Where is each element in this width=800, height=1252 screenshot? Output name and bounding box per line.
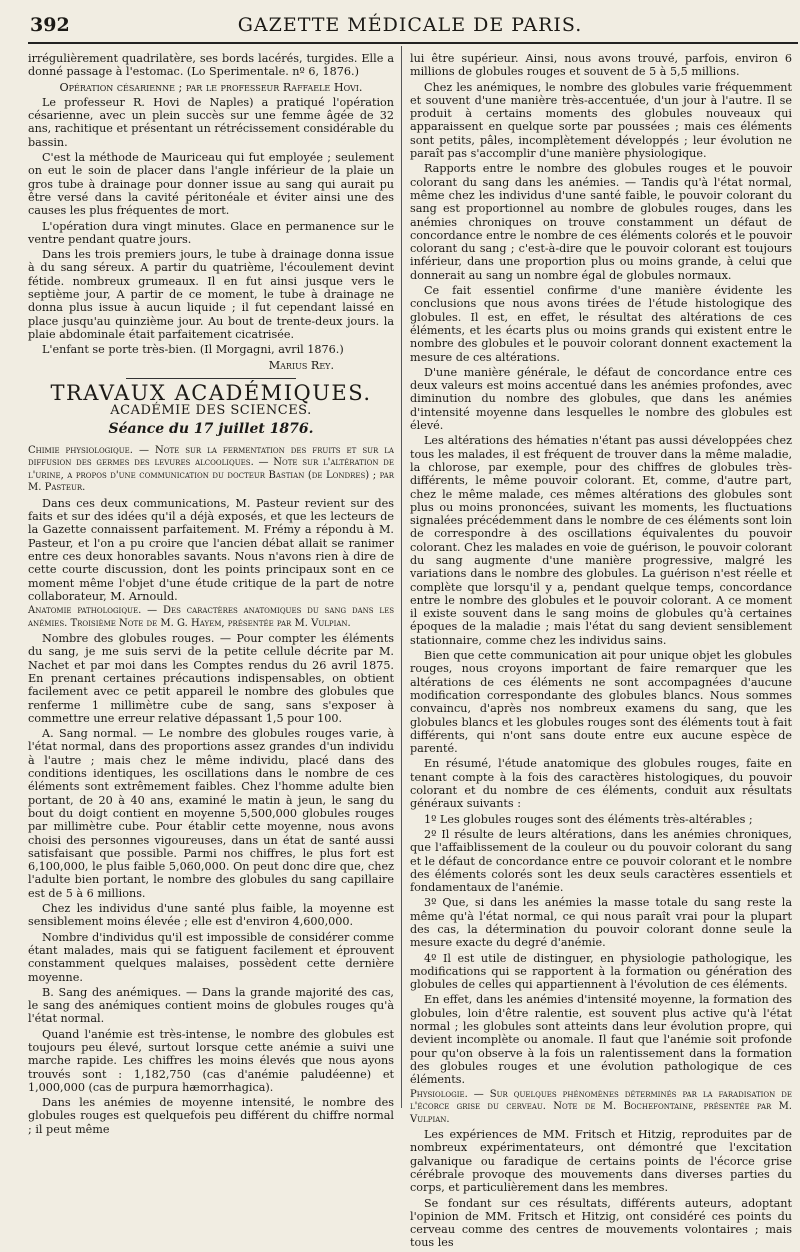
article-heading-anatomie: Anatomie pathologique. — Des caractères anatomiques du sang dans les anémies. Troisième Note de M. G. Hayem, présentée par M. Vulpian.: [28, 605, 394, 629]
paragraph: Chez les anémiques, le nombre des globules varie fréquemment et souvent d'une manière très-accentuée, d'un jour à l'autre. Il se produit à certains moments des globules nouveaux qui apparaissent en quelque sorte par poussées ; mais ces éléments sont petits, pâles, incomplètement développés ; leur évolution ne paraît pas s'accomplir d'une manière physiologique.: [410, 80, 792, 161]
paragraph: C'est la méthode de Mauriceau qui fut employée ; seulement on eut le soin de placer dans l'angle inférieur de la plaie un gros tube à drainage pour donner issue au sang qui aurait pu être versé dans la cavité péritonéale et éviter ainsi une des causes les plus fréquentes de mort.: [28, 151, 394, 218]
paragraph: Bien que cette communication ait pour unique objet les globules rouges, nous croyons important de faire remarquer que les altérations de ces éléments ne sont accompagnées d'aucune modification correspondante des globules blancs. Nous sommes convaincu, d'après nos nombreux examens du sang, que les globules blancs et les globules rouges sont des éléments tout à fait différents, qui n'ont sans doute entre eux aucune espèce de parenté.: [410, 649, 792, 756]
paragraph: En effet, dans les anémies d'intensité moyenne, la formation des globules, loin d'être ralentie, est souvent plus active qu'à l'état normal ; les globules sont atteints dans leur évolution propre, qui devient incomplète ou anomale. Il faut que l'anémie soit profonde pour qu'on observe à la fois un ralentissement dans la formation des globules rouges et une évolution pathologique de ces éléments.: [410, 993, 792, 1087]
paragraph: Se fondant sur ces résultats, différents auteurs, adoptant l'opinion de MM. Fritsch et Hitzig, ont considéré ces points du cerveau comme des centres de mouvements volontaires ; mais tous les: [410, 1196, 792, 1250]
journal-title: GAZETTE MÉDICALE DE PARIS.: [237, 14, 583, 36]
paragraph: Chez les individus d'une santé plus faible, la moyenne est sensiblement moins élevée ; elle est d'environ 4,600,000.: [28, 902, 394, 929]
paragraph: Nombre d'individus qu'il est impossible de considérer comme étant malades, mais qui se fatiguent facilement et éprouvent constamment quelques malaises, possèdent cette dernière moyenne.: [28, 930, 394, 984]
page-number: 392: [30, 14, 70, 36]
article-heading-chimie: Chimie physiologique. — Note sur la fermentation des fruits et sur la diffusion des germes des levures alcooliques. — Note sur l'altération de l'urine, a propos d'une communication du docteur Bastian (de Londres) ; par M. Pasteur.: [28, 444, 394, 494]
paragraph: Les altérations des hématies n'étant pas aussi développées chez tous les malades, il est fréquent de trouver dans la même maladie, la chlorose, par exemple, pour des chiffres de globules très-différents, le même pouvoir colorant. Et, comme, d'autre part, chez le même malade, ces mêmes altérations des globules sont plus ou moins prononcées, suivant les moments, les fluctuations signalées précédemment dans le nombre de ces éléments sont loin de correspondre à des oscillations équivalentes du pouvoir colorant. Chez les malades en voie de guérison, le pouvoir colorant du sang augmente d'une manière progressive, malgré les variations dans le nombre des globules. La guérison n'est réelle et complète que lorsqu'il y a, pendant quelque temps, concordance entre le nombre des globules et le pouvoir colorant. A ce moment il existe souvent dans le sang moins de globules qu'à certaines époques de la maladie ; mais l'état du sang devient sensiblement stationnaire, comme chez les individus sains.: [410, 434, 792, 647]
paragraph: Dans les anémies de moyenne intensité, le nombre des globules rouges est quelquefois peu différent du chiffre normal ; il peut même: [28, 1096, 394, 1136]
section-title: TRAVAUX ACADÉMIQUES.: [50, 380, 372, 405]
paragraph: L'opération dura vingt minutes. Glace en permanence sur le ventre pendant quatre jours.: [28, 219, 394, 246]
conclusion-item: 2º Il résulte de leurs altérations, dans les anémies chroniques, que l'affaiblissement de la couleur ou du pouvoir colorant du sang et le défaut de concordance entre ce pouvoir colorant et le nombre des éléments colorés sont les deux seuls caractères essentiels et fondamentaux de l'anémie.: [410, 827, 792, 895]
section-rule: [126, 378, 296, 379]
paragraph: lui être supérieur. Ainsi, nous avons trouvé, parfois, environ 6 millions de globules rouges et souvent de 5 à 5,5 millions.: [410, 52, 792, 79]
session-date: Séance du 17 juillet 1876.: [108, 421, 314, 438]
academy-name: ACADÉMIE DES SCIENCES.: [110, 403, 312, 419]
article-title-cesarienne: Opération césarienne ; par le professeur Raffaele Hovi.: [59, 80, 363, 94]
author-signature: Marius Rey.: [268, 358, 334, 372]
paragraph: B. Sang des anémiques. — Dans la grande majorité des cas, le sang des anémiques contient moins de globules rouges qu'à l'état normal.: [28, 985, 394, 1026]
paragraph: Dans ces deux communications, M. Pasteur revient sur des faits et sur des idées qu'il a déjà exposés, et que les lecteurs de la Gazette connaissent parfaitement. M. Frémy a répondu à M. Pasteur, et l'on a pu croire que l'ancien débat allait se ranimer entre ces deux honorables savants. Nous n'avons rien à dire de cette courte discussion, dont les points principaux sont en ce moment même l'objet d'une étude critique de la part de notre collaborateur, M. Arnould.: [28, 496, 394, 603]
paragraph: Les expériences de MM. Fritsch et Hitzig, reproduites par de nombreux expérimentateurs, ont démontré que l'excitation galvanique ou faradique de certains points de l'écorce grise cérébrale provoque des mouvements dans diverses parties du corps, et particulièrement dans les membres.: [410, 1128, 792, 1195]
conclusion-item: 3º Que, si dans les anémies la masse totale du sang reste la même qu'à l'état normal, ce qui nous paraît vrai pour la plupart des cas, la détermination du pouvoir colorant donne seule la mesure exacte du degré d'anémie.: [410, 896, 792, 950]
page-header: [30, 14, 790, 38]
header-rule: [28, 42, 798, 44]
paragraph: L'enfant se porte très-bien. (Il Morgagni, avril 1876.): [42, 343, 344, 357]
paragraph: A. Sang normal. — Le nombre des globules rouges varie, à l'état normal, dans des proportions assez grandes d'un individu à l'autre ; mais chez le même individu, placé dans des conditions identiques, les oscillations dans le nombre de ces éléments sont extrêmement faibles. Chez l'homme adulte bien portant, de 20 à 40 ans, examiné le matin à jeun, le sang du bout du doigt contient en moyenne 5,500,000 globules rouges par millimètre cube. Pour établir cette moyenne, nous avons choisi des personnes vigoureuses, dans un état de santé aussi satisfaisant que possible. Parmi nos chiffres, le plus fort est 6,100,000, le plus faible 5,060,000. On peut donc dire que, chez l'adulte bien portant, le nombre des globules du sang capillaire est de 5 à 6 millions.: [28, 727, 394, 900]
paragraph: Le professeur R. Hovi de Naples) a pratiqué l'opération césarienne, avec un plein succès sur une femme âgée de 32 ans, rachitique et présentant un rétrécissement considérable du bassin.: [28, 95, 394, 149]
paragraph: Dans les trois premiers jours, le tube à drainage donna issue à du sang séreux. A partir du quatrième, l'écoulement devint fétide. nombreux grumeaux. Il en fut ainsi jusque vers le septième jour, A partir de ce moment, le tube à drainage ne donna plus issue à aucun liquide ; il fut cependant laissé en place jusqu'au quinzième jour. Au bout de trente-deux jours. la plaie abdominale était parfaitement cicatrisée.: [28, 248, 394, 341]
paragraph: D'une manière générale, le défaut de concordance entre ces deux valeurs est moins accentué dans les anémies profondes, avec diminution du nombre des globules, que dans les anémies d'intensité moyenne dans lesquelles le nombre des globules est élevé.: [410, 365, 792, 433]
conclusion-item: 4º Il est utile de distinguer, en physiologie pathologique, les modifications qui se rapportent à la formation ou génération des globules de celles qui appartiennent à l'évolution de ces éléments.: [410, 951, 792, 992]
paragraph: Rapports entre le nombre des globules rouges et le pouvoir colorant du sang dans les anémies. — Tandis qu'à l'état normal, même chez les individus d'une santé faible, le pouvoir colorant du sang est proportionnel au nombre de globules rouges, dans les anémies chroniques on trouve constamment un défaut de concordance entre le nombre de ces éléments colorés et le pouvoir colorant du sang ; c'est-à-dire que le pouvoir colorant est toujours inférieur, dans une proportion plus ou moins grande, à celui que donnerait au sang un nombre égal de globules normaux.: [410, 162, 792, 282]
paragraph: Quand l'anémie est très-intense, le nombre des globules est toujours peu élevé, surtout lorsque cette anémie a suivi une marche rapide. Les chiffres les moins élevés que nous ayons trouvés sont : 1,182,750 (cas d'anémie paludéenne) et 1,000,000 (cas de purpura hæmorrhagica).: [28, 1027, 394, 1094]
paragraph: En résumé, l'étude anatomique des globules rouges, faite en tenant compte à la fois des caractères histologiques, du pouvoir colorant et du nombre de ces éléments, conduit aux résultats généraux suivants :: [410, 757, 792, 811]
article-heading-physiologie: Physiologie. — Sur quelques phénomènes déterminés par la faradisation de l'écorce grise du cerveau. Note de M. Bochefontaine, présentée par M. Vulpian.: [410, 1088, 792, 1125]
left-column: [28, 52, 394, 1138]
conclusion-item: 1º Les globules rouges sont des éléments très-altérables ;: [424, 812, 753, 826]
paragraph: Nombre des globules rouges. — Pour compter les éléments du sang, je me suis servi de la petite cellule décrite par M. Nachet et par moi dans les Comptes rendus du 26 avril 1875. En prenant certaines précautions indispensables, on obtient facilement avec ce petit appareil le nombre des globules que renferme 1 millimètre cube de sang, sans s'exposer à commettre une erreur relative dépassant 1,5 pour 100.: [28, 632, 394, 725]
right-column: [410, 52, 792, 1252]
column-divider: [401, 46, 402, 1108]
paragraph: Ce fait essentiel confirme d'une manière évidente les conclusions que nous avons tirées de l'étude histologique des globules. Il est, en effet, le résultat des altérations de ces éléments, et les écarts plus ou moins grands qui existent entre le nombre des globules et le pouvoir colorant donnent exactement la mesure de ces altérations.: [410, 284, 792, 364]
article-fragment: irrégulièrement quadrilatère, ses bords lacérés, turgides. Elle a donné passage à l'estomac. (Lo Sperimentale. nº 6, 1876.): [28, 52, 394, 79]
